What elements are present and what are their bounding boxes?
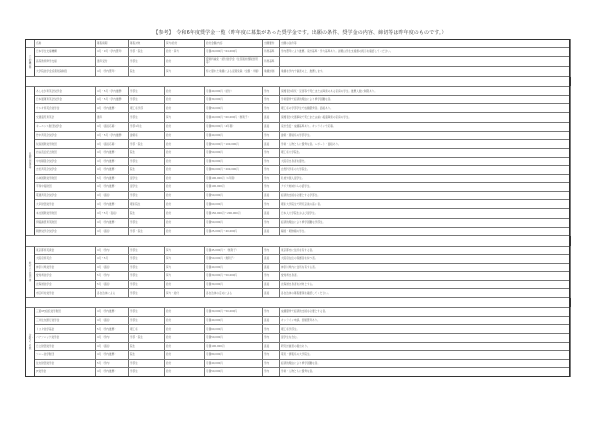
cell-amount: 月額30,000円〜50,000円	[205, 308, 263, 317]
cell-name: 日本学生支援機構	[35, 48, 96, 57]
table-row	[26, 342, 571, 351]
col-header-target: 募集対象	[129, 40, 165, 48]
cell-period: 5月（学内）	[96, 359, 129, 368]
cell-period: 4月（学内選考）	[96, 66, 129, 76]
cell-name: 大学院奨学金返還免除制度	[35, 66, 96, 76]
cell-type: 給付	[165, 325, 205, 334]
cell-type: 給付	[165, 200, 205, 209]
cell-conditions: 学業優秀で経済的理由により修学困難な者。	[280, 95, 571, 104]
cell-target: 学部生	[129, 272, 165, 281]
cell-amount: 月額150,000円〜200,000円	[205, 209, 263, 219]
col-header-apply: 出願要件	[263, 40, 280, 48]
cell-target: 理工系	[129, 325, 165, 334]
cell-type: 給付	[165, 227, 205, 236]
cell-apply: 学内	[263, 200, 280, 209]
cell-name: 中村積善会奨学金	[35, 157, 96, 166]
cell-type: 給付	[165, 308, 205, 317]
cell-name: 平和中島財団	[35, 183, 96, 192]
cell-conditions: オンライン申請。書類選考あり。	[280, 316, 571, 325]
cell-target: 学部・院生	[129, 140, 165, 149]
table-row	[26, 351, 571, 360]
cell-type: 給付	[165, 95, 205, 104]
cell-amount: 月額50,000円（無利子）	[205, 255, 263, 264]
cell-apply: 学内	[263, 272, 280, 281]
table-row	[26, 166, 571, 175]
cell-apply: 直接	[263, 316, 280, 325]
cell-apply: 学内	[263, 183, 280, 192]
cell-period: 4月（学内推薦）	[96, 148, 129, 157]
cell-name: 竹中育英会奨学金	[35, 131, 96, 140]
cell-period: 4月（学内推薦）	[96, 183, 129, 192]
cell-target: 院生	[129, 342, 165, 351]
cell-type: 給付・貸与	[165, 48, 205, 57]
cell-apply: 直接	[263, 263, 280, 272]
cell-amount: 月額100,000円	[205, 342, 263, 351]
cell-period: 4月・5月（学内推薦）	[96, 95, 129, 104]
cell-amount: 月額60,000円	[205, 200, 263, 209]
cell-amount: 特に優れた業績による返還免除（全額・半額）	[205, 66, 263, 76]
cell-apply: 所得基準	[263, 56, 280, 66]
cell-type: 給付	[165, 157, 205, 166]
cell-name: パナソニック奨学金	[35, 333, 96, 342]
cell-name: 大阪府育英会	[35, 255, 96, 264]
cell-period: 4月・9月（学内選考）	[96, 48, 129, 57]
cell-conditions: 経済的理由により修学困難な者。	[280, 359, 571, 368]
cell-apply: 学内	[263, 325, 280, 334]
cell-apply: 学内	[263, 131, 280, 140]
cell-name: 朝鮮奨学会奨学金	[35, 227, 96, 236]
cell-type: 給付	[165, 87, 205, 96]
cell-amount: 月額25,000円〜40,000円	[205, 227, 263, 236]
cell-amount: 月額60,000円	[205, 325, 263, 334]
cell-period: 4月（直接応募）	[96, 140, 129, 149]
cell-amount: 月額80,000円	[205, 351, 263, 360]
table-row	[26, 191, 571, 200]
cell-conditions: 成績優秀で経済的支援を必要とする者。	[280, 308, 571, 317]
table-row	[26, 368, 571, 377]
cell-amount: 月額50,000円	[205, 333, 263, 342]
cell-period: 4月（学内推薦）	[96, 200, 129, 209]
cell-apply: 直接	[263, 113, 280, 123]
cell-amount: 月額50,000円	[205, 148, 263, 157]
cell-period: 5月（直接）	[96, 280, 129, 289]
cell-name: 日立財団奨学金	[35, 342, 96, 351]
cell-conditions: 学業・人物ともに優秀な者。レポート・面接あり。	[280, 140, 571, 149]
cell-type: 貸与	[165, 272, 205, 281]
cell-target: 理系院生	[129, 200, 165, 209]
cell-target: 院生	[129, 209, 165, 219]
col-header-name: 名称	[35, 40, 96, 48]
table-row	[26, 174, 571, 183]
cell-period: 4月（直接）	[96, 191, 129, 200]
cell-name: 市区町村奨学金	[35, 289, 96, 298]
cell-period: 4月（学内推薦）	[96, 368, 129, 377]
section-category-label	[26, 246, 35, 297]
section-category-text: 公的機関	[28, 55, 32, 69]
cell-target: 建築系	[129, 131, 165, 140]
cell-period: 4月（直接）	[96, 316, 129, 325]
scholarship-table	[25, 39, 571, 377]
cell-conditions: 韓国・朝鮮籍の学生。	[280, 227, 571, 236]
cell-target: 学部1年生	[129, 123, 165, 132]
cell-name: ソニー奨学財団	[35, 351, 96, 360]
cell-amount: 月額100,000円（1年間）	[205, 174, 263, 183]
cell-target: 院生	[129, 66, 165, 76]
cell-amount: 月額80,000円（4年間）	[205, 123, 263, 132]
cell-name: 愛知県奨学金	[35, 272, 96, 281]
table-row	[26, 272, 571, 281]
cell-name: 伊藤謝恩育英財団	[35, 219, 96, 228]
cell-conditions: 建築・環境系の学部学生。	[280, 131, 571, 140]
cell-period: 4月（学内推薦）	[96, 157, 129, 166]
cell-period: 4月〜5月	[96, 255, 129, 264]
cell-amount: 月額30,000円	[205, 157, 263, 166]
table-row	[26, 263, 571, 272]
section-category-label	[26, 87, 35, 236]
table-row	[26, 113, 571, 123]
section-gap-row	[26, 236, 571, 246]
table-row	[26, 95, 571, 104]
scholarship-table-container	[25, 39, 570, 377]
cell-conditions: 各自治体の募集要項を確認してください。	[280, 289, 571, 298]
cell-type: 給付	[165, 191, 205, 200]
cell-type: 貸与	[165, 246, 205, 255]
cell-name: 交通遺児育英会	[35, 113, 96, 123]
cell-target: 留学生	[129, 183, 165, 192]
cell-type: 給付	[165, 56, 205, 66]
table-row	[26, 123, 571, 132]
cell-amount: 月額50,000円〜100,000円	[205, 140, 263, 149]
cell-amount: 月額45,000円〜（無利子）	[205, 246, 263, 255]
cell-type: 給付	[165, 123, 205, 132]
table-row	[26, 87, 571, 96]
cell-conditions: 理工系大学院生。	[280, 148, 571, 157]
cell-period: 5月（学内推薦）	[96, 174, 129, 183]
cell-apply: 学内	[263, 368, 280, 377]
cell-target: 学部生	[129, 308, 165, 317]
cell-apply: 学内	[263, 351, 280, 360]
cell-target: 学部生	[129, 280, 165, 289]
cell-conditions: 保護者が病気・災害等で死亡または障害のある家庭の学生。推薦人数に制限あり。	[280, 87, 571, 96]
section-category-text: 企業・その他	[28, 333, 34, 351]
cell-conditions: 私費外国人留学生。	[280, 174, 571, 183]
cell-name: 東京都育英資金	[35, 246, 96, 255]
cell-type: 給付	[165, 209, 205, 219]
cell-period: 4月（学内推薦）	[96, 166, 129, 175]
cell-type: 貸与	[165, 66, 205, 76]
cell-amount: 月額50,000円	[205, 219, 263, 228]
cell-period: 4月（直接）	[96, 342, 129, 351]
col-header-amount: 給付金額/内容	[205, 40, 263, 48]
cell-apply: 学内	[263, 95, 280, 104]
cell-target: 学部生	[129, 191, 165, 200]
cell-type: 給付	[165, 148, 205, 157]
cell-type: 給付	[165, 333, 205, 342]
cell-period: 5月（学内推薦）	[96, 325, 129, 334]
table-row	[26, 246, 571, 255]
table-row	[26, 325, 571, 334]
cell-name: 吉田育英会奨学金	[35, 166, 96, 175]
section-gap-cell	[26, 236, 571, 246]
cell-apply: 学内	[263, 359, 280, 368]
cell-apply: 学内	[263, 166, 280, 175]
cell-conditions: 愛知県出身者。	[280, 272, 571, 281]
col-header-type: 貸与/給付	[165, 40, 205, 48]
cell-conditions: 日本人大学院生および留学生。	[280, 209, 571, 219]
table-row	[26, 289, 571, 298]
cell-target: 学部生	[129, 359, 165, 368]
cell-apply: 直接	[263, 227, 280, 236]
cell-type: 給付	[165, 104, 205, 113]
table-row	[26, 56, 571, 66]
cell-apply: 直接	[263, 209, 280, 219]
cell-type: 貸与・給付	[165, 289, 205, 298]
cell-type: 給付	[165, 351, 205, 360]
cell-amount: 月額40,000円〜60,000円（無利子）	[205, 113, 263, 123]
cell-target: 学部生	[129, 289, 165, 298]
cell-target: 学部・院生	[129, 227, 165, 236]
cell-conditions: 留学生を含む。	[280, 333, 571, 342]
cell-name: 三菱UFJ信託奨学財団	[35, 308, 96, 317]
cell-period: 4月〜5月（直接）	[96, 209, 129, 219]
section-gap-cell	[26, 298, 571, 308]
cell-apply: 直接	[263, 289, 280, 298]
cell-apply: 直接	[263, 140, 280, 149]
cell-conditions: 電気・情報系の大学院生。	[280, 351, 571, 360]
table-row	[26, 316, 571, 325]
cell-target: 学部生	[129, 219, 165, 228]
table-row	[26, 200, 571, 209]
cell-type: 給付	[165, 342, 205, 351]
cell-conditions: 北海道出身者を対象とする。	[280, 280, 571, 289]
document-title: 【参考】 令和6年度奨学金一覧（昨年度に募集があった奨学金です。出願の条件、奨学金の内容、締切等は昨年度のものです。）	[153, 30, 447, 36]
cell-type: 給付	[165, 368, 205, 377]
cell-name: 大幸財団奨学金	[35, 200, 96, 209]
cell-target: 学部・院生	[129, 48, 165, 57]
cell-name: 神奈川県奨学金	[35, 263, 96, 272]
cell-period: 通年	[96, 113, 129, 123]
cell-apply: 学内	[263, 104, 280, 113]
table-row	[26, 131, 571, 140]
cell-target: 院生	[129, 148, 165, 157]
table-row	[26, 140, 571, 149]
table-row	[26, 359, 571, 368]
cell-name: 本庄国際奨学財団	[35, 209, 96, 219]
cell-target: 学部生	[129, 157, 165, 166]
cell-apply: 学内	[263, 219, 280, 228]
cell-period: 4月（直接）	[96, 263, 129, 272]
cell-name: トヨタ奨学基金	[35, 325, 96, 334]
cell-amount: 月額80,000円〜200,000円	[205, 166, 263, 175]
section-gap-row	[26, 298, 571, 308]
cell-conditions: 経済的理由により修学困難な学部生。	[280, 219, 571, 228]
cell-amount: 月額50,000円	[205, 191, 263, 200]
cell-period: 4月・5月（学内推薦）	[96, 131, 129, 140]
cell-amount: 各自治体の定めによる	[205, 289, 263, 298]
table-header-row	[26, 40, 571, 48]
section-category-label	[26, 308, 35, 377]
cell-period: 4月（学内推薦）	[96, 351, 129, 360]
cell-apply: 学内	[263, 148, 280, 157]
cell-target: 学部生	[129, 95, 165, 104]
cell-conditions: 学業・人物ともに優秀な者。	[280, 368, 571, 377]
cell-apply: 直接	[263, 255, 280, 264]
cell-name: あしなが育英会奨学金	[35, 87, 96, 96]
cell-apply: 学内	[263, 308, 280, 317]
cell-amount: 月額40,000円	[205, 263, 263, 272]
cell-amount: 月額50,000円	[205, 104, 263, 113]
cell-apply: 直接	[263, 280, 280, 289]
table-row	[26, 209, 571, 219]
table-row	[26, 255, 571, 264]
cell-conditions: 理系大学院生で研究意欲の高い者。	[280, 200, 571, 209]
cell-apply: 学内	[263, 87, 280, 96]
cell-conditions: 神奈川県内に住所を有する者。	[280, 263, 571, 272]
cell-period: 4月（学内）	[96, 333, 129, 342]
table-row	[26, 48, 571, 57]
cell-name: 岩谷直治記念財団	[35, 148, 96, 157]
cell-amount: 月額100,000円	[205, 183, 263, 192]
table-row	[26, 157, 571, 166]
cell-name: キーエンス財団奨学金	[35, 123, 96, 132]
cell-conditions: 自然科学系の大学院生。	[280, 166, 571, 175]
cell-name: ウシオ育英会奨学金	[35, 104, 96, 113]
cell-amount: 月額30,000円	[205, 95, 263, 104]
cell-name: 電通育英会奨学金	[35, 191, 96, 200]
cell-amount: 授業料減免・給付奨学金（住民税非課税世帯等）	[205, 56, 263, 66]
table-row	[26, 148, 571, 157]
table-row	[26, 104, 571, 113]
cell-apply: 学内	[263, 157, 280, 166]
table-row	[26, 333, 571, 342]
table-row	[26, 66, 571, 76]
cell-period: 4月（直接）	[96, 227, 129, 236]
section-category-label	[26, 48, 35, 77]
cell-type: 貸与	[165, 255, 205, 264]
cell-name: JT奨学金	[35, 368, 96, 377]
cell-apply: 学内	[263, 333, 280, 342]
cell-amount: 月額20,000円〜64,000円	[205, 48, 263, 57]
cell-conditions: 経済的支援を必要とする学部生。	[280, 191, 571, 200]
cell-amount: 月額50,000円	[205, 368, 263, 377]
cell-apply: 直接	[263, 191, 280, 200]
cell-amount: 月額40,000円	[205, 131, 263, 140]
cell-target: 学部生	[129, 263, 165, 272]
cell-type: 給付	[165, 359, 205, 368]
col-header-conditions: 出願の条件等	[280, 40, 571, 48]
cell-apply: 業績評価	[263, 66, 280, 76]
section-gap-cell	[26, 77, 571, 87]
table-row	[26, 280, 571, 289]
cell-name: 三井住友銀行奨学金	[35, 316, 96, 325]
cell-period: 4月（学内推薦）	[96, 308, 129, 317]
table-row	[26, 227, 571, 236]
section-category-text: 地方公共団体	[28, 261, 32, 282]
cell-target: 学部生	[129, 316, 165, 325]
cell-type: 給付	[165, 131, 205, 140]
table-row	[26, 219, 571, 228]
cell-conditions	[280, 56, 571, 66]
col-header-category	[26, 40, 35, 48]
cell-type: 給付	[165, 166, 205, 175]
cell-target: 学部生	[129, 113, 165, 123]
col-header-period: 募集時期	[96, 40, 129, 48]
cell-type: 給付	[165, 140, 205, 149]
cell-conditions: 大阪府在住の保護者を持つ者。	[280, 255, 571, 264]
cell-target: 学部生	[129, 87, 165, 96]
cell-apply: 直接	[263, 342, 280, 351]
cell-name: 小林国際奨学財団	[35, 174, 96, 183]
cell-type: 貸与	[165, 263, 205, 272]
section-gap-row	[26, 77, 571, 87]
cell-target: 学部生	[129, 368, 165, 377]
cell-period: 通年受付	[96, 56, 129, 66]
cell-period: 5月（学内）	[96, 272, 129, 281]
cell-amount: 月額40,000円（給付）	[205, 87, 263, 96]
cell-target: 学部・院生	[129, 333, 165, 342]
cell-conditions: 業績を学内で審査の上、推薦します。	[280, 66, 571, 76]
cell-amount: 月額30,000円〜50,000円	[205, 272, 263, 281]
table-row	[26, 183, 571, 192]
cell-type: 給付	[165, 280, 205, 289]
cell-name: 日本通運育英会奨学金	[35, 95, 96, 104]
cell-apply: 直接	[263, 123, 280, 132]
cell-period: 4月（学内推薦）	[96, 104, 129, 113]
cell-period: 4月・5月（学内推薦）	[96, 87, 129, 96]
cell-conditions: 学内選考により推薦。家計基準・学力基準あり。詳細は学生支援課の掲示を確認してください。	[280, 48, 571, 57]
cell-target: 院生	[129, 166, 165, 175]
cell-type: 貸与	[165, 113, 205, 123]
cell-period: 4月（学内推薦）	[96, 219, 129, 228]
cell-target: 留学生	[129, 174, 165, 183]
cell-period: 各自治体による	[96, 289, 129, 298]
cell-conditions: 東京都内に住所を有する者。	[280, 246, 571, 255]
cell-amount: 月額40,000円	[205, 359, 263, 368]
cell-type: 給付	[165, 183, 205, 192]
cell-name: 似鳥国際奨学財団	[35, 140, 96, 149]
cell-conditions: 理工系の学部学生で成績優秀者。面接あり。	[280, 104, 571, 113]
cell-apply: 所得基準	[263, 48, 280, 57]
cell-target: 理工系学部	[129, 104, 165, 113]
cell-type: 給付	[165, 174, 205, 183]
cell-type: 給付	[165, 219, 205, 228]
cell-apply: 学内	[263, 174, 280, 183]
cell-name: 住友財団奨学金	[35, 359, 96, 368]
section-category-text: 民間団体等	[28, 152, 32, 170]
cell-target: 学部生	[129, 246, 165, 255]
cell-amount: 月額30,000円	[205, 280, 263, 289]
cell-conditions: 理工系学部生。	[280, 325, 571, 334]
cell-amount: 月額40,000円	[205, 316, 263, 325]
cell-target: 学部生	[129, 56, 165, 66]
cell-name: 高等教育修学支援	[35, 56, 96, 66]
cell-conditions: 保護者が交通事故で死亡または重い後遺障害の家庭の学生。	[280, 113, 571, 123]
cell-target: 学部生	[129, 255, 165, 264]
cell-period: 4月（学内）	[96, 246, 129, 255]
cell-conditions: 研究計画書の提出あり。	[280, 342, 571, 351]
table-row	[26, 308, 571, 317]
cell-apply: 学内	[263, 246, 280, 255]
cell-target: 院生	[129, 351, 165, 360]
cell-conditions: 大阪府出身者を優先。	[280, 157, 571, 166]
cell-period: 4月（直接応募）	[96, 123, 129, 132]
cell-name: 北海道奨学金	[35, 280, 96, 289]
cell-conditions: アジア地域からの留学生。	[280, 183, 571, 192]
cell-type: 給付	[165, 316, 205, 325]
cell-conditions: 家計急変・成績基準あり。オンラインで応募。	[280, 123, 571, 132]
